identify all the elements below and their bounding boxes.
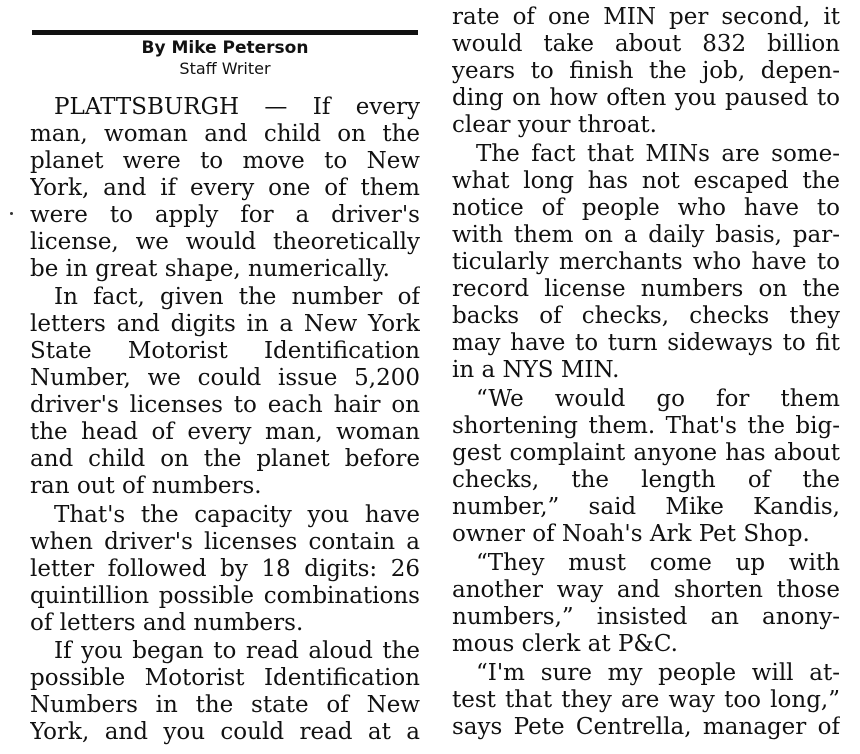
byline-title: Staff Writer <box>179 59 271 79</box>
text-line: when driver's licenses contain a <box>30 530 420 555</box>
text-line: record license numbers on the <box>452 277 840 302</box>
text-line: That's the capacity you have <box>54 503 420 528</box>
text-line: If you began to read aloud the <box>54 639 420 664</box>
text-line: the head of every man, woman <box>30 420 420 445</box>
text-line: owner of Noah's Ark Pet Shop. <box>452 522 810 547</box>
text-line: says Pete Centrella, manager of <box>452 715 840 740</box>
text-line: another way and shorten those <box>452 578 840 603</box>
text-line: would take about 832 billion <box>452 32 840 57</box>
text-line: PLATTSBURGH — If every <box>54 95 420 120</box>
text-line: possible Motorist Identification <box>30 666 420 691</box>
text-line: letter followed by 18 digits: 26 <box>30 557 420 582</box>
text-line: ticularly merchants who have to <box>452 250 840 275</box>
text-line: numbers,” insisted an anony- <box>452 605 840 630</box>
text-line: quintillion possible combinations <box>30 584 420 609</box>
text-line: of letters and numbers. <box>30 611 304 636</box>
byline <box>32 38 418 79</box>
text-line: mous clerk at P&C. <box>452 632 678 657</box>
text-line: with them on a daily basis, par- <box>452 223 840 248</box>
byline-name: By Mike Peterson <box>141 38 309 58</box>
text-line: York, and you could read at a <box>30 720 420 745</box>
text-line: rate of one MIN per second, it <box>452 5 840 30</box>
text-line: “We would go for them <box>476 387 840 412</box>
header-rule <box>32 30 418 35</box>
text-line: checks, the length of the <box>452 468 840 493</box>
text-line: in a NYS MIN. <box>452 358 620 383</box>
text-line: In fact, given the number of <box>54 285 420 310</box>
text-line: test that they are way too long,” <box>452 688 840 713</box>
text-line: The fact that MINs are some- <box>476 142 840 167</box>
text-line: planet were to move to New <box>30 149 420 174</box>
text-line: letters and digits in a New York <box>30 312 420 337</box>
text-line: years to finish the job, depen- <box>452 59 840 84</box>
text-line: license, we would theoretically <box>30 230 420 255</box>
text-line: were to apply for a driver's <box>30 203 420 228</box>
text-line: ding on how often you paused to <box>452 86 840 111</box>
text-line: notice of people who have to <box>452 196 840 221</box>
text-line: Numbers in the state of New <box>30 693 420 718</box>
text-line: York, and if every one of them <box>30 176 420 201</box>
text-line: and child on the planet before <box>30 447 420 472</box>
text-line: clear your throat. <box>452 113 657 138</box>
text-line: “I'm sure my people will at- <box>476 661 840 686</box>
text-line: may have to turn sideways to fit <box>452 331 840 356</box>
text-line: shortening them. That's the big- <box>452 414 840 439</box>
text-line: backs of checks, checks they <box>452 304 840 329</box>
text-line: number,” said Mike Kandis, <box>452 495 840 520</box>
text-line: driver's licenses to each hair on <box>30 393 420 418</box>
text-line: man, woman and child on the <box>30 122 420 147</box>
text-line: “They must come up with <box>476 551 840 576</box>
text-line: ran out of numbers. <box>30 474 262 499</box>
text-line: what long has not escaped the <box>452 169 840 194</box>
text-line: be in great shape, numerically. <box>30 257 390 282</box>
text-line: State Motorist Identification <box>30 339 420 364</box>
text-line: gest complaint anyone has about <box>452 441 840 466</box>
text-line: Number, we could issue 5,200 <box>30 366 420 391</box>
stray-mark <box>10 212 13 215</box>
